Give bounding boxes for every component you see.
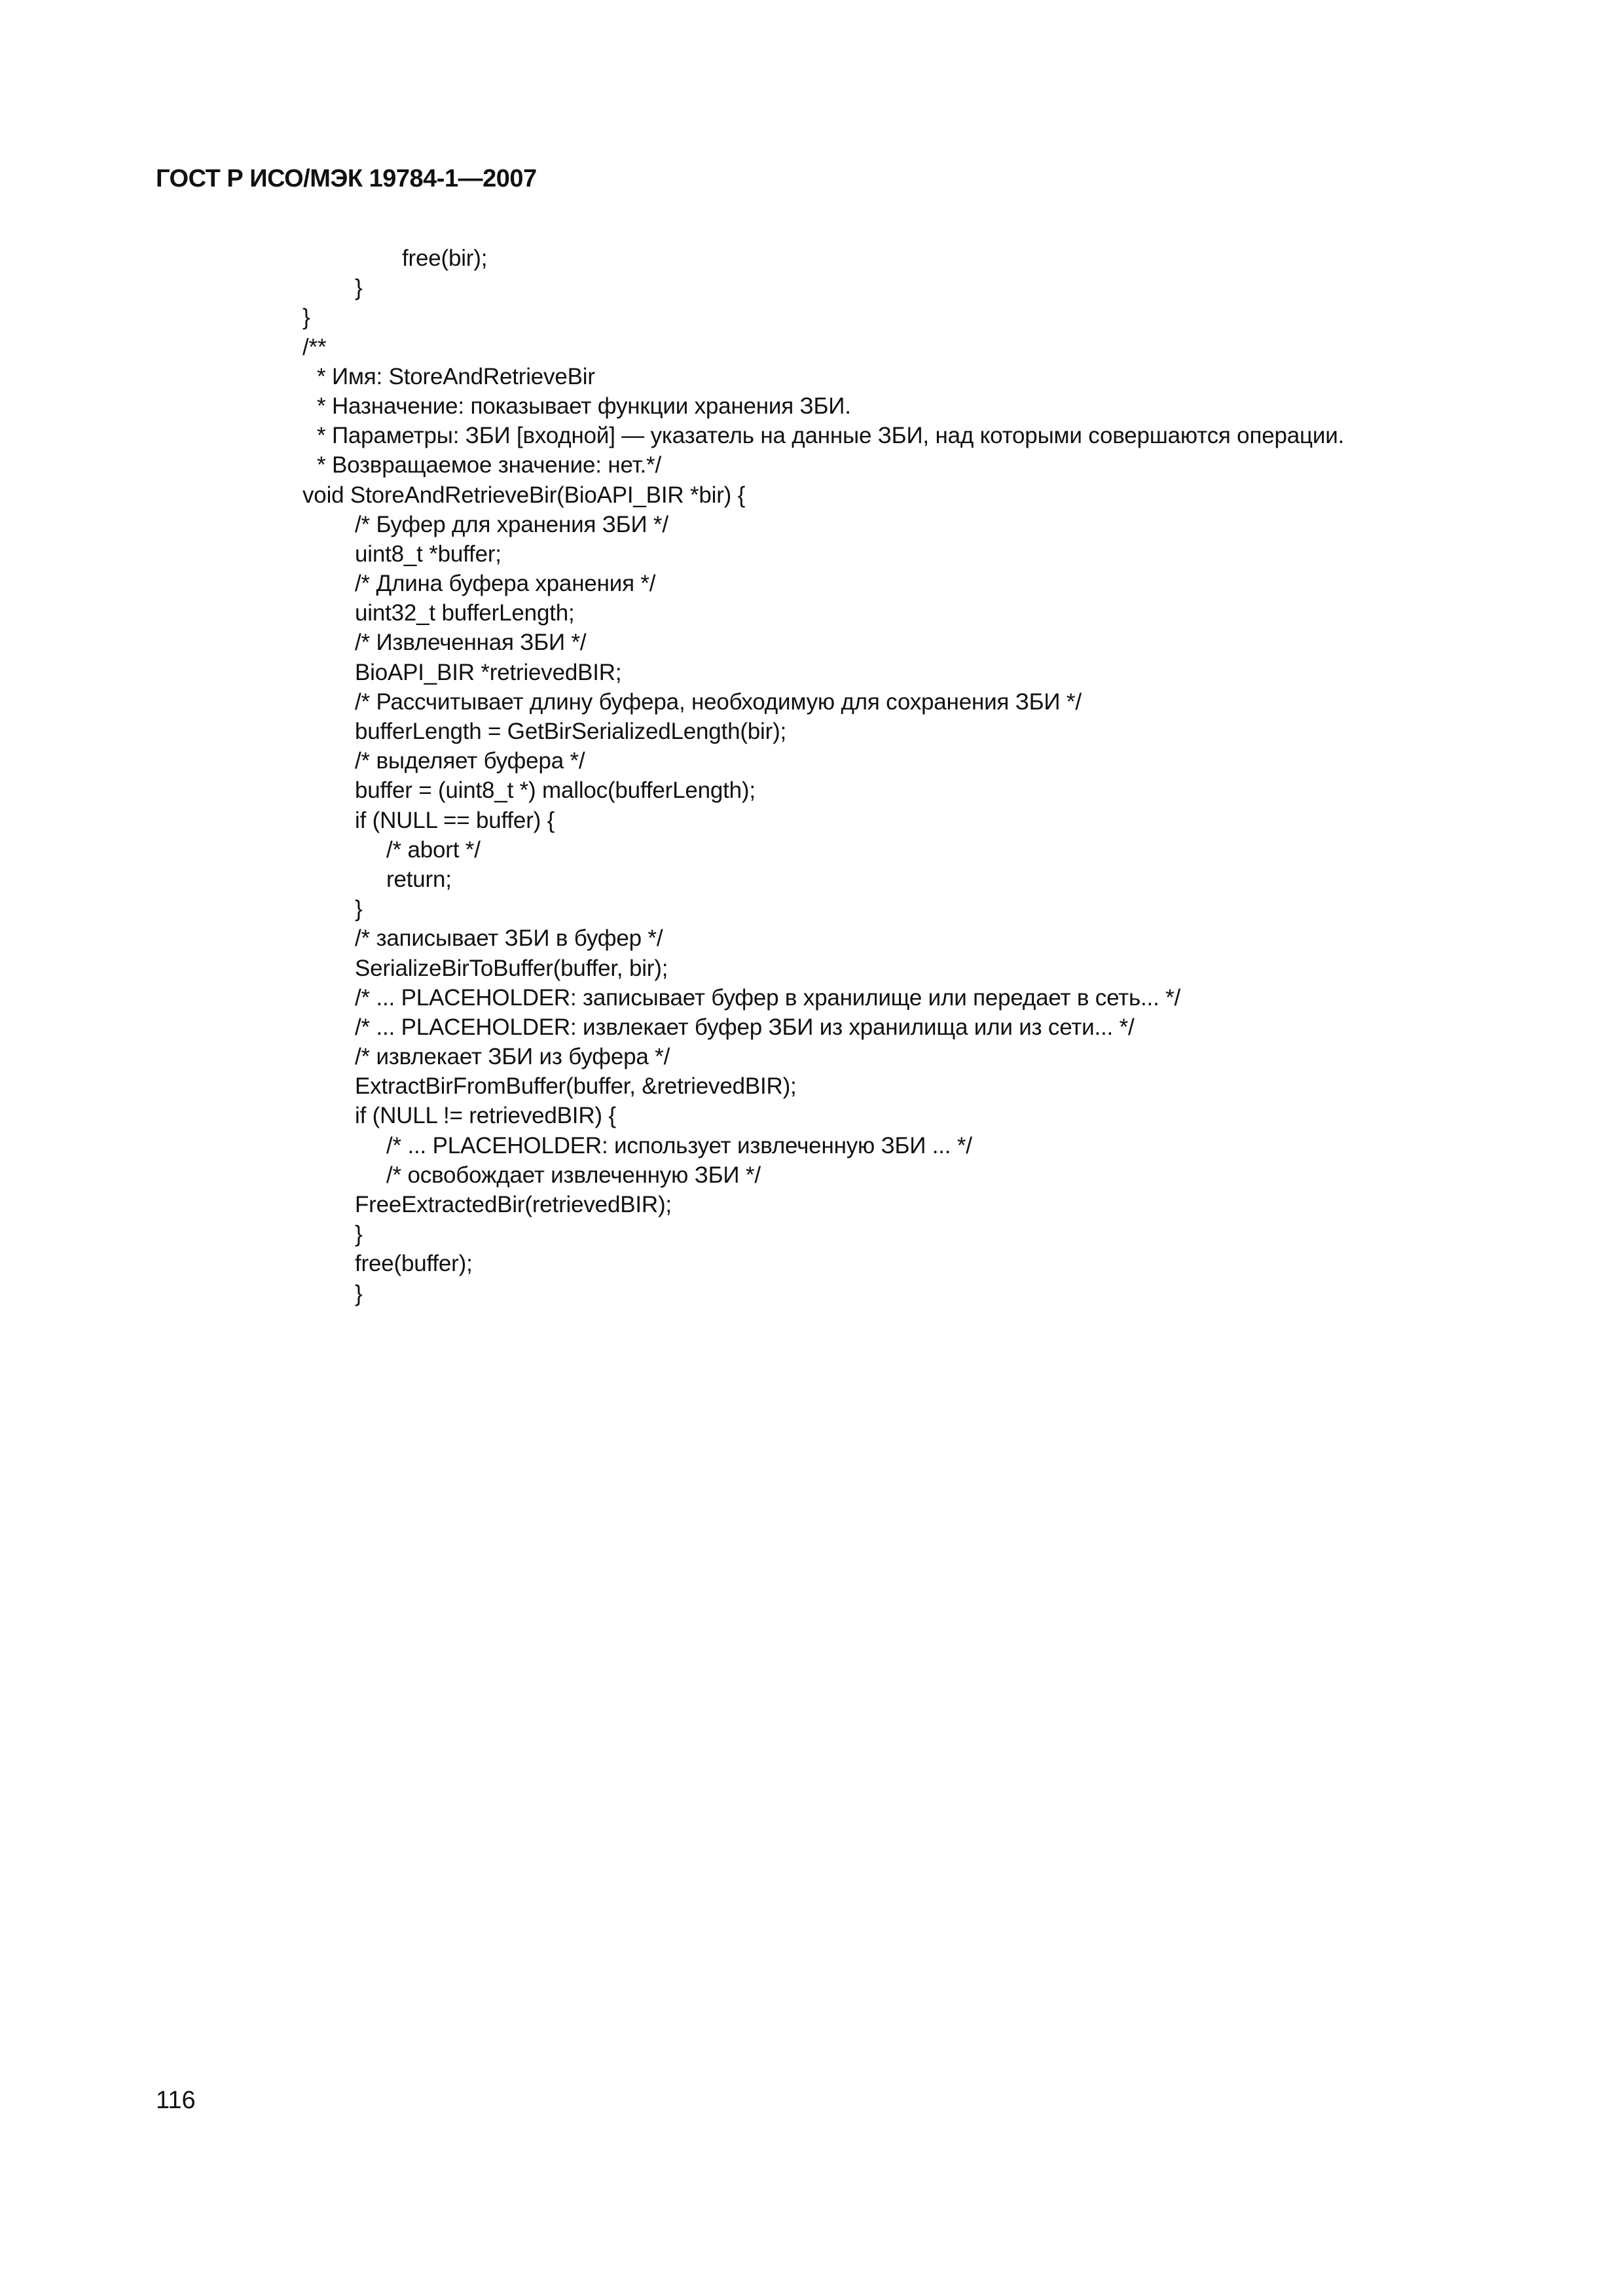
code-line: /* Рассчитывает длину буфера, необходимую для сохранения ЗБИ */ [355, 689, 1082, 715]
code-line: } [355, 275, 363, 301]
code-line: /* ... PLACEHOLDER: записывает буфер в хранилище или передает в сеть... */ [355, 984, 1181, 1011]
code-line: FreeExtractedBir(retrievedBIR); [355, 1192, 672, 1217]
code-line: /* abort */ [386, 836, 481, 863]
code-line: bufferLength = GetBirSerializedLength(bir); [355, 719, 787, 744]
code-line: /* выделяет буфера */ [355, 748, 585, 774]
code-line: /* Извлеченная ЗБИ */ [355, 630, 587, 656]
code-line: /* Длина буфера хранения */ [355, 571, 656, 597]
code-line: buffer = (uint8_t *) malloc(bufferLength); [355, 778, 756, 804]
code-line: uint8_t *buffer; [355, 541, 501, 567]
code-line: ExtractBirFromBuffer(buffer, &retrievedBIR); [355, 1073, 797, 1100]
code-line: SerializeBirToBuffer(buffer, bir); [355, 955, 668, 981]
code-line: * Возвращаемое значение: нет.*/ [317, 452, 661, 478]
code-line: return; [386, 866, 452, 892]
code-line: /* Буфер для хранения ЗБИ */ [355, 511, 668, 537]
code-line: /* ... PLACEHOLDER: использует извлеченную ЗБИ ... */ [386, 1132, 972, 1158]
code-listing [302, 243, 1546, 1308]
code-line: * Назначение: показывает функции хранения ЗБИ. [317, 393, 851, 419]
code-line: } [355, 1221, 363, 1247]
code-line: /* освобождает извлеченную ЗБИ */ [386, 1162, 761, 1188]
code-line: } [355, 1280, 363, 1306]
code-line: } [355, 896, 363, 922]
code-line: void StoreAndRetrieveBir(BioAPI_BIR *bir) { [302, 482, 746, 508]
code-line: if (NULL != retrievedBIR) { [355, 1103, 616, 1129]
code-line: } [302, 304, 310, 331]
code-line: if (NULL == buffer) { [355, 807, 555, 833]
page-number: 116 [156, 2087, 196, 2114]
code-line: /* записывает ЗБИ в буфер */ [355, 925, 663, 952]
code-line: BioAPI_BIR *retrievedBIR; [355, 659, 622, 685]
code-line: /** [302, 334, 327, 360]
code-line: /* извлекает ЗБИ из буфера */ [355, 1044, 670, 1070]
code-line: free(bir); [402, 245, 488, 271]
code-line: * Параметры: ЗБИ [входной] — указатель на данные ЗБИ, над которыми совершаются операции. [317, 423, 1345, 449]
code-line: /* ... PLACEHOLDER: извлекает буфер ЗБИ из хранилища или из сети... */ [355, 1014, 1135, 1040]
code-line: uint32_t bufferLength; [355, 600, 575, 626]
code-line: free(buffer); [355, 1251, 473, 1277]
code-line: * Имя: StoreAndRetrieveBir [317, 363, 595, 389]
document-header: ГОСТ Р ИСО/МЭК 19784-1—2007 [156, 165, 537, 192]
